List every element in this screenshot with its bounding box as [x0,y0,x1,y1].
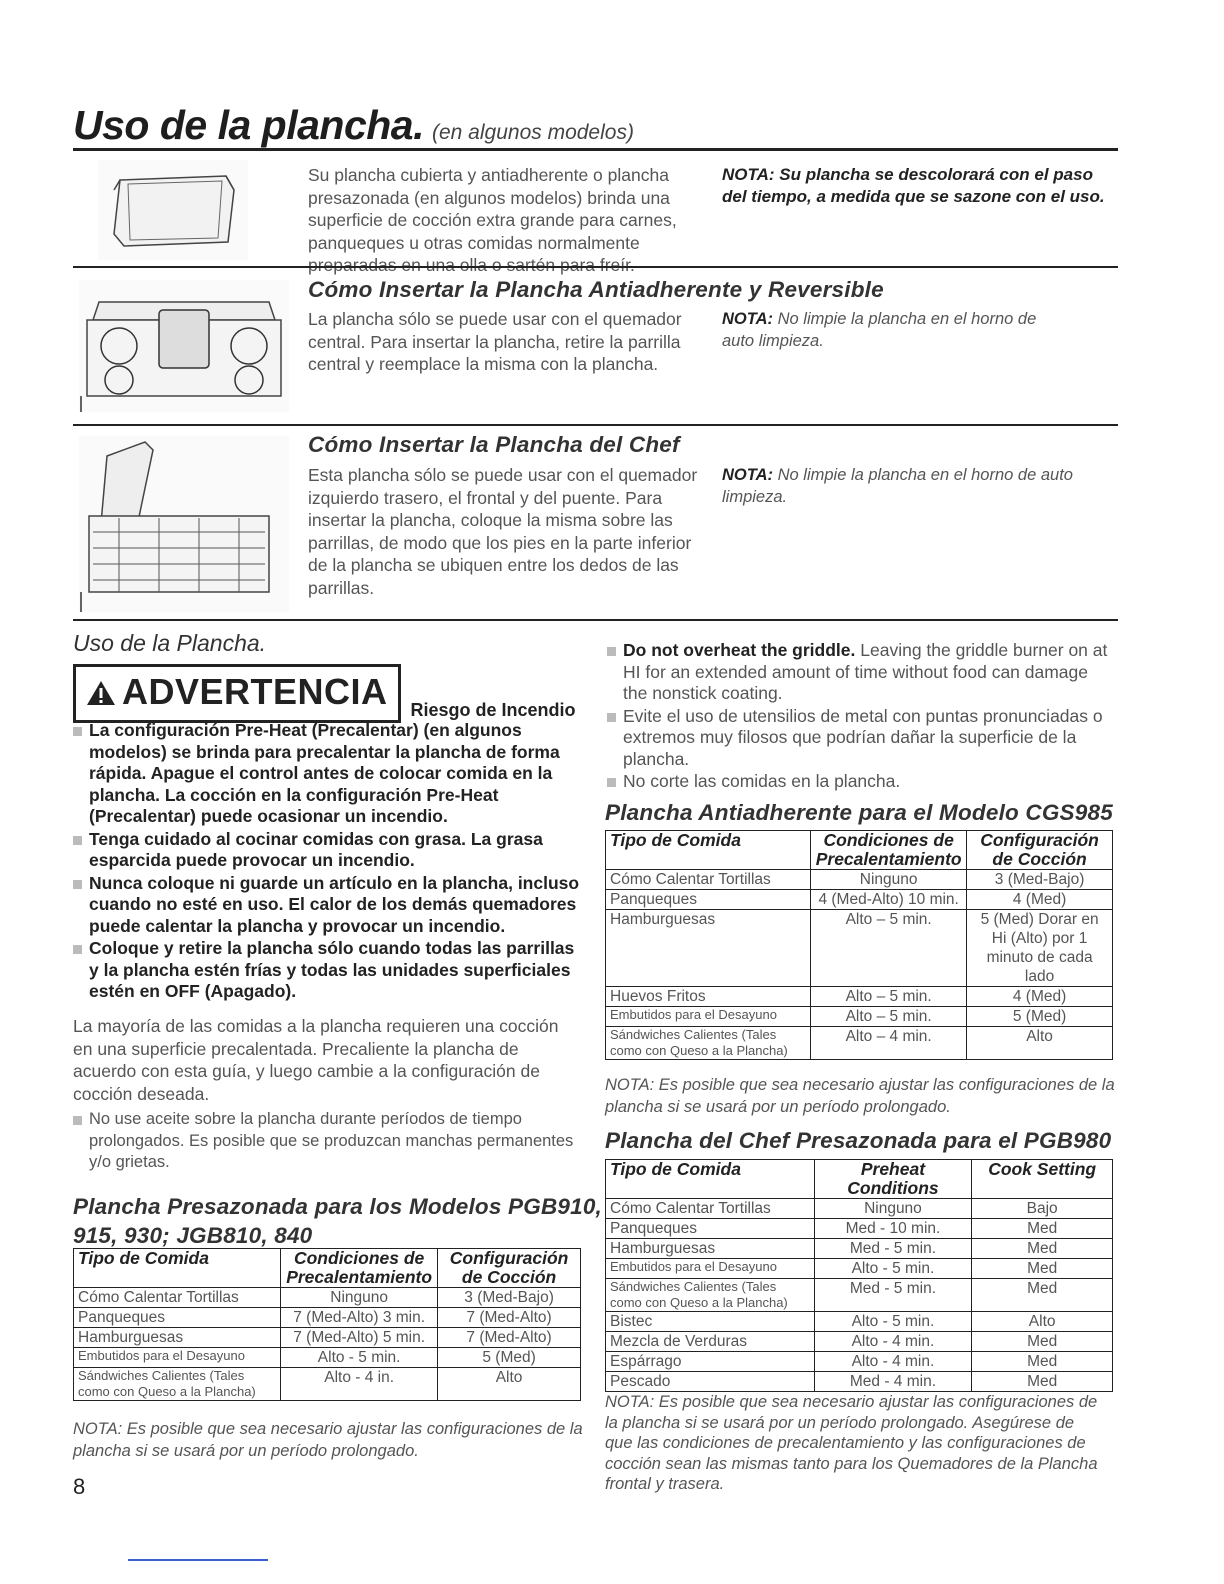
table-row [606,987,1113,1007]
table-header-cell: Tipo de Comida [74,1249,281,1288]
footer-line [128,1559,268,1561]
section3-nota-label: NOTA: [722,466,774,484]
table-row [606,1372,1113,1392]
table-cell: Ninguno [811,870,967,890]
uso-heading: Uso de la Plancha. [73,630,267,656]
section3-rule [73,619,1118,621]
table-row [606,910,1113,987]
list-item: Nunca coloque ni guarde un artículo en la plancha, incluso cuando no esté en uso. El calor de los demás quemadores puede calentar la plancha y provocar un incendio. [73,873,583,938]
table-row [606,1239,1113,1259]
table-cgs985 [605,830,1113,1060]
list-item [607,640,1117,705]
table-cell: Hamburguesas [606,1239,815,1259]
table-cell: 5 (Med) [967,1007,1113,1027]
table-cell: 7 (Med-Alto) [438,1328,581,1348]
table-cell: Ninguno [814,1199,972,1219]
table-header-cell: Cook Setting [972,1160,1113,1199]
table-header-cell: Tipo de Comida [606,1160,815,1199]
table-cell: 7 (Med-Alto) [438,1308,581,1328]
table-cell: 7 (Med-Alto) 5 min. [281,1328,438,1348]
table-pgb910-nota: NOTA: Es posible que sea necesario ajustar las configuraciones de la plancha si se usará por un período prolongado. [73,1420,583,1460]
table-cell: Cómo Calentar Tortillas [606,1199,815,1219]
table-cell: 5 (Med) Dorar en Hi (Alto) por 1 minuto de cada lado [967,910,1113,987]
table-cell: 5 (Med) [438,1348,581,1368]
section2-nota-text: No limpie la plancha en el horno de auto limpieza. [722,310,1037,350]
table-cell: Panqueques [606,890,811,910]
page-title [73,102,634,149]
section2-heading: Cómo Insertar la Plancha Antiadherente y Reversible [308,277,884,302]
table-cell: Ninguno [281,1288,438,1308]
table-cgs985-heading: Plancha Antiadherente para el Modelo CGS985 [605,800,1113,825]
section3-body: Esta plancha sólo se puede usar con el quemador izquierdo trasero, el frontal y del puente. Para insertar la plancha, coloque la misma sobre las parrillas, de modo que los pies en la parte inferior de la plancha se ubiquen entre los dedos de las parrillas. [308,465,698,598]
table-cell: Med - 4 min. [814,1372,972,1392]
warning-box [73,664,401,723]
page-title-text: Uso de la plancha. [73,102,424,148]
table-cell: 7 (Med-Alto) 3 min. [281,1308,438,1328]
table-cell: Alto - 4 min. [814,1352,972,1372]
warning-bullets [73,720,583,1004]
table-row [606,1352,1113,1372]
table-cell: Med [972,1259,1113,1279]
table-cell: Panqueques [74,1308,281,1328]
warning-icon [86,670,116,720]
table-header-cell: Tipo de Comida [606,831,811,870]
table-cell: Panqueques [606,1219,815,1239]
table-cell: Alto [967,1027,1113,1060]
table-header-row [606,831,1113,870]
table-row [606,1199,1113,1219]
table-row [606,1279,1113,1312]
table-cell: 4 (Med-Alto) 10 min. [811,890,967,910]
table-pgb980-heading: Plancha del Chef Presazonada para el PGB980 [605,1128,1112,1153]
table-cell: Alto – 5 min. [811,910,967,987]
range-chef-griddle-illustration [79,436,289,612]
table-row [606,1027,1113,1060]
section3-nota [722,464,1112,508]
section2-rule [73,424,1118,426]
table-cell: Embutidos para el Desayuno [606,1007,811,1027]
table-cell: Med [972,1279,1113,1312]
griddle-illustration [98,160,248,260]
title-rule [73,148,1118,151]
table-header-row [74,1249,581,1288]
list-item: No corte las comidas en la plancha. [607,771,1117,793]
table-cell: Sándwiches Calientes (Tales como con Queso a la Plancha) [74,1368,281,1401]
range-center-griddle-illustration [79,280,289,412]
table-cell: Espárrago [606,1352,815,1372]
table-cell: Embutidos para el Desayuno [606,1259,815,1279]
table-cell: Hamburguesas [74,1328,281,1348]
table-cell: Huevos Fritos [606,987,811,1007]
table-cell: 4 (Med) [967,987,1113,1007]
table-cell: Med [972,1352,1113,1372]
page-subtitle: (en algunos modelos) [432,121,634,144]
table-header-cell: Preheat Conditions [814,1160,972,1199]
table-row [606,1312,1113,1332]
uso-small-bullets [73,1109,583,1175]
table-header-cell: Condiciones de Precalentamiento [281,1249,438,1288]
table-cell: Alto – 5 min. [811,1007,967,1027]
table-cell: Med [972,1372,1113,1392]
table-row [606,1259,1113,1279]
table-row [74,1328,581,1348]
table-cell: 4 (Med) [967,890,1113,910]
table-pgb980-nota: NOTA: Es posible que sea necesario ajustar las configuraciones de la plancha si se usará por un período prolongado. Asegúrese de que las condiciones de precalentamiento y las configuraciones de cocción sean las mismas tanto para los Quemadores de la Plancha frontal y trasera. [605,1393,1098,1493]
table-cell: Sándwiches Calientes (Tales como con Queso a la Plancha) [606,1279,815,1312]
table-row [606,870,1113,890]
section2-nota [722,308,1072,352]
list-item: Evite el uso de utensilios de metal con puntas pronunciadas o extremos muy filosos que podrían dañar la superficie de la plancha. [607,706,1117,771]
table-pgb910 [73,1248,581,1401]
section3-nota-text: No limpie la plancha en el horno de auto limpieza. [722,466,1073,506]
table-pgb980 [605,1159,1113,1392]
table-cell: Embutidos para el Desayuno [74,1348,281,1368]
table-cell: Mezcla de Verduras [606,1332,815,1352]
griddle-overheat-text: Leaving the griddle burner on at HI for an extended amount of time without food can damage the nonstick coating. [623,640,1108,703]
table-cell: 3 (Med-Bajo) [967,870,1113,890]
section1-body: Su plancha cubierta y antiadherente o plancha presazonada (en algunos modelos) brinda una superficie de cocción extra grande para carnes, panqueques u otras comidas normalmente [308,165,677,253]
table-row [74,1288,581,1308]
table-cell: Alto - 5 min. [281,1348,438,1368]
table-cell: Alto - 4 min. [814,1332,972,1352]
table-cell: Med [972,1332,1113,1352]
table-row [606,890,1113,910]
table-cell: Med - 5 min. [814,1239,972,1259]
warning-subtitle: Riesgo de Incendio [410,700,576,720]
list-item: Tenga cuidado al cocinar comidas con grasa. La grasa esparcida puede provocar un incendio. [73,829,583,872]
list-item: Coloque y retire la plancha sólo cuando todas las parrillas y la plancha estén frías y todas las unidades superficiales estén en OFF (Apagado). [73,938,583,1003]
section3-heading: Cómo Insertar la Plancha del Chef [308,432,680,457]
list-item: No use aceite sobre la plancha durante períodos de tiempo prolongados. Es posible que se produzcan manchas permanentes y/o grietas. [73,1109,583,1174]
table-row [606,1332,1113,1352]
table-cell: Cómo Calentar Tortillas [606,870,811,890]
table-cell: Med - 10 min. [814,1219,972,1239]
table-header-row [606,1160,1113,1199]
table-cell: Pescado [606,1372,815,1392]
table-cell: Sándwiches Calientes (Tales como con Queso a la Plancha) [606,1027,811,1060]
table-cell: 3 (Med-Bajo) [438,1288,581,1308]
table-row [74,1308,581,1328]
table-cell: Med [972,1239,1113,1259]
table-cell: Med - 5 min. [814,1279,972,1312]
page-number: 8 [73,1474,86,1499]
right-bullets [607,640,1117,794]
table-header-cell: Configuración de Cocción [438,1249,581,1288]
warning-header [73,664,576,723]
section2-nota-label: NOTA: [722,310,774,328]
section1-rule [73,266,1118,268]
table-cgs985-nota: NOTA: Es posible que sea necesario ajustar las configuraciones de la plancha si se usará por un período prolongado. [605,1076,1115,1116]
table-cell: Bistec [606,1312,815,1332]
table-pgb910-heading [73,1192,602,1250]
table-cell: Hamburguesas [606,910,811,987]
table-pgb910-heading-line1: Plancha Presazonada para los Modelos PGB910, [73,1194,602,1219]
table-cell: Med [972,1219,1113,1239]
table-row [606,1007,1113,1027]
table-row [606,1219,1113,1239]
warning-label: ADVERTENCIA [122,671,388,712]
table-cell: Alto - 5 min. [814,1259,972,1279]
uso-paragraph: La mayoría de las comidas a la plancha requieren una cocción en una superficie precalentada. Precaliente la plancha de acuerdo con esta guía, y luego cambie a la configuración de cocción deseada. [73,1016,559,1104]
table-cell: Alto [438,1368,581,1401]
table-header-cell: Configuración de Cocción [967,831,1113,870]
table-header-cell: Condiciones de Precalentamiento [811,831,967,870]
table-row [74,1348,581,1368]
table-cell: Alto - 5 min. [814,1312,972,1332]
list-item: La configuración Pre-Heat (Precalentar) (en algunos modelos) se brinda para precalentar la plancha de forma rápida. Apague el control antes de colocar comida en la plancha. La cocción en la configuración Pre-Heat (Precalentar) puede ocasionar un incendio. [73,720,583,828]
table-cell: Cómo Calentar Tortillas [74,1288,281,1308]
section1-nota: NOTA: Su plancha se descolorará con el paso del tiempo, a medida que se sazone con el uso. [722,165,1105,206]
table-cell: Alto - 4 in. [281,1368,438,1401]
table-cell: Alto – 4 min. [811,1027,967,1060]
table-cell: Bajo [972,1199,1113,1219]
table-cell: Alto – 5 min. [811,987,967,1007]
table-cell: Alto [972,1312,1113,1332]
table-pgb910-heading-line2: 915, 930; JGB810, 840 [73,1223,313,1248]
griddle-overheat-bold: Do not overheat the griddle. [623,640,856,660]
table-row [74,1368,581,1401]
section2-body: La plancha sólo se puede usar con el quemador central. Para insertar la plancha, retire la parrilla central y reemplace la misma con la plancha. [308,309,682,375]
